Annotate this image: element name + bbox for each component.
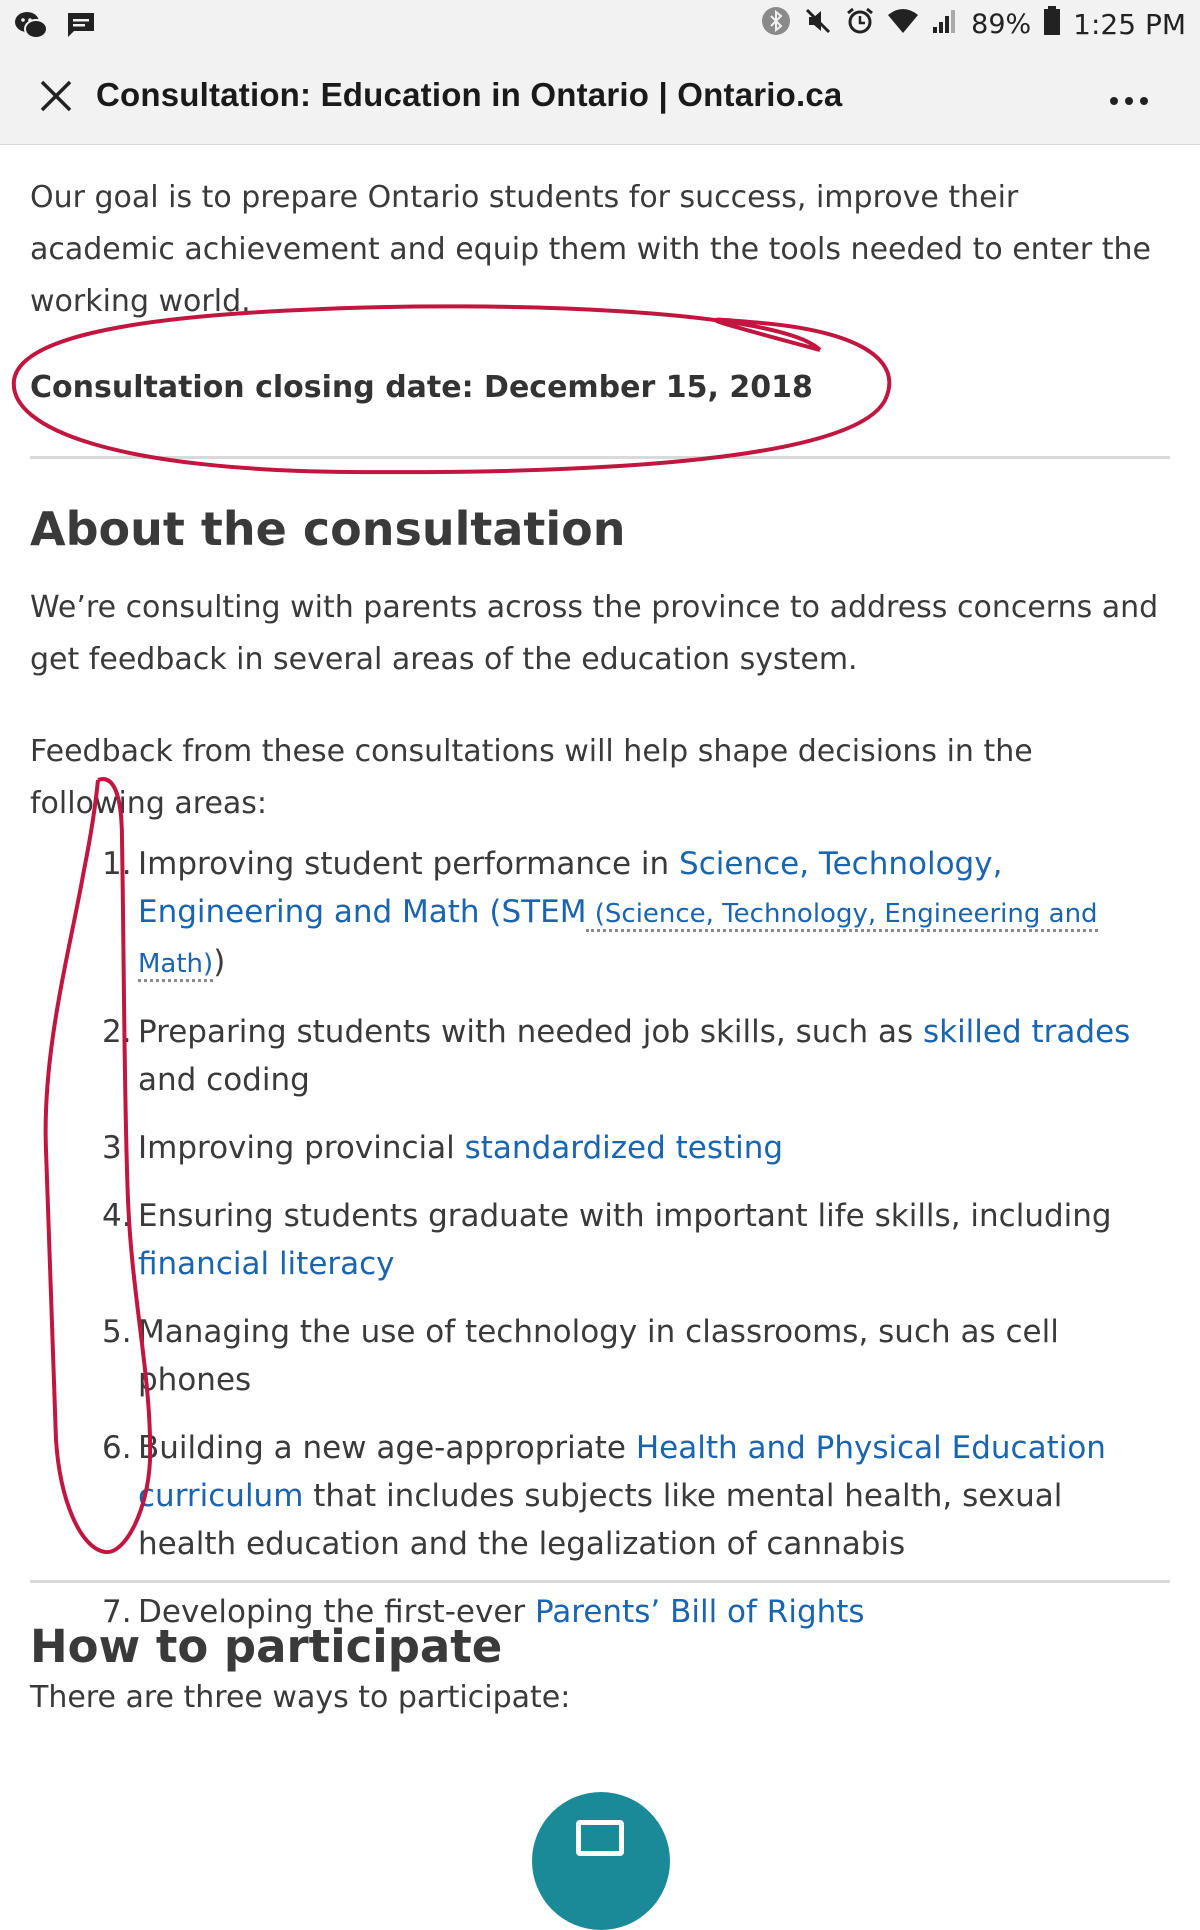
list-number: 3. <box>102 1130 132 1166</box>
battery-icon <box>1043 6 1061 43</box>
list-number: 6. <box>102 1430 132 1466</box>
message-icon <box>66 11 96 43</box>
item-text: Improving provincial <box>138 1130 465 1166</box>
list-item <box>30 1124 1170 1172</box>
item-text: and coding <box>138 1062 310 1098</box>
list-number: 4. <box>102 1198 132 1234</box>
skilled-trades-link[interactable]: skilled trades <box>922 1014 1131 1050</box>
list-number: 2. <box>102 1014 132 1050</box>
item-text: Preparing students with needed job skills, such as <box>138 1014 923 1050</box>
participate-paragraph: There are three ways to participate: <box>30 1680 571 1715</box>
item-text: Building a new age-appropriate <box>138 1430 636 1466</box>
mute-icon <box>803 6 833 43</box>
about-heading: About the consultation <box>30 502 626 556</box>
page-title: Consultation: Education in Ontario | Ontario.ca <box>96 76 843 113</box>
divider <box>30 456 1170 459</box>
feedback-paragraph: Feedback from these consultations will help shape decisions in the following areas: <box>30 734 1033 821</box>
divider <box>30 1580 1170 1583</box>
health-pe-curriculum-link[interactable]: Health and Physical Education curriculum <box>138 1430 1106 1514</box>
bluetooth-icon <box>761 6 791 43</box>
alarm-icon <box>845 6 875 43</box>
list-item <box>30 1424 1170 1568</box>
clock: 1:25 PM <box>1073 8 1186 41</box>
standardized-testing-link[interactable]: standardized testing <box>464 1130 784 1166</box>
list-item <box>30 1308 1170 1404</box>
parents-bill-of-rights-link[interactable]: Parents’ Bill of Rights <box>535 1594 865 1630</box>
goal-paragraph: Our goal is to prepare Ontario students for success, improve their academic achievement and equip them with the tools needed to enter the working world. <box>30 180 1152 319</box>
list-item <box>30 840 1170 988</box>
close-icon[interactable] <box>36 76 76 116</box>
item-text: Ensuring students graduate with important life skills, including <box>138 1198 1112 1234</box>
status-left <box>14 10 96 44</box>
wechat-icon <box>14 10 48 44</box>
closing-date: Consultation closing date: December 15, 2018 <box>30 370 813 405</box>
item-text: Improving student performance in <box>138 846 680 882</box>
areas-list <box>30 840 1170 1636</box>
participation-option-icon[interactable] <box>532 1792 670 1930</box>
item-text: Managing the use of technology in classrooms, such as cell phones <box>138 1314 1059 1398</box>
survey-icon <box>576 1820 624 1856</box>
status-bar <box>0 0 1200 48</box>
list-number: 7. <box>102 1594 132 1630</box>
status-right <box>761 6 1186 43</box>
item-text: Developing the first-ever <box>138 1594 535 1630</box>
about-paragraph: We’re consulting with parents across the province to address concerns and get feedback in several areas of the education system. <box>30 590 1159 677</box>
participate-heading: How to participate <box>30 1620 503 1673</box>
signal-icon <box>931 7 959 42</box>
item-text: ) <box>213 944 226 980</box>
item-text: that includes subjects like mental health, sexual health education and the legalization of cannabis <box>138 1478 1063 1562</box>
more-options-icon[interactable] <box>1108 92 1150 104</box>
list-number: 5. <box>102 1314 132 1350</box>
financial-literacy-link[interactable]: financial literacy <box>138 1246 395 1282</box>
wifi-icon <box>887 7 919 42</box>
list-item <box>30 1008 1170 1104</box>
list-number: 1. <box>102 846 132 882</box>
stem-link[interactable]: Science, Technology, Engineering and Math (STEM <box>138 846 1003 930</box>
battery-percent: 89% <box>971 9 1032 40</box>
browser-toolbar <box>0 48 1200 145</box>
list-item <box>30 1192 1170 1288</box>
stem-abbreviation[interactable]: (Science, Technology, Engineering and Math) <box>138 899 1098 982</box>
